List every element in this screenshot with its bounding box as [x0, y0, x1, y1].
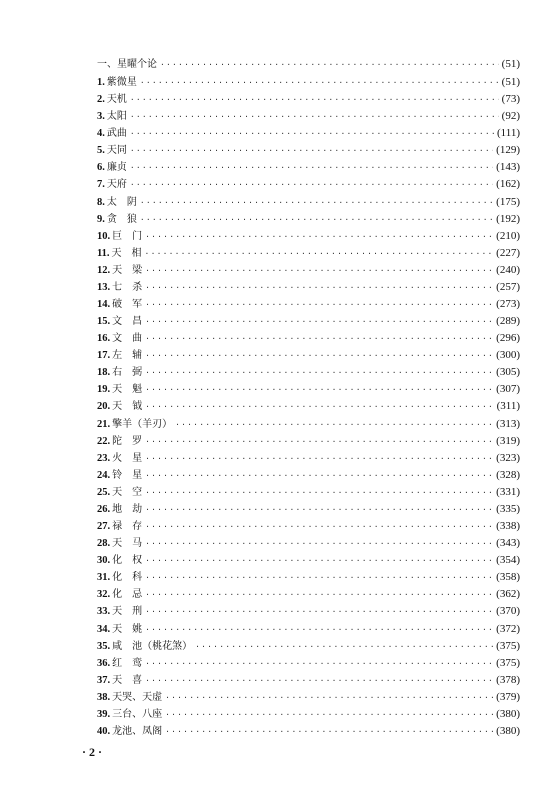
toc-entry — [97, 176, 520, 193]
entry-page: (296) — [496, 332, 520, 345]
entry-title: 天机 — [106, 94, 127, 106]
dot-leader — [145, 501, 493, 518]
entry-title: 贪 狼 — [106, 213, 137, 225]
toc-entry — [97, 398, 520, 415]
entry-number: 32. — [97, 589, 111, 601]
toc-entry — [97, 330, 520, 347]
entry-page: (111) — [496, 127, 520, 140]
entry-number: 12. — [97, 264, 111, 276]
dot-leader — [165, 689, 493, 706]
entry-number: 8. — [97, 196, 105, 208]
toc-entry — [97, 706, 520, 723]
entry-title: 天府 — [106, 179, 127, 191]
entry-title: 左 辅 — [112, 350, 143, 362]
entry-title: 天 马 — [112, 538, 143, 550]
entry-page: (192) — [496, 212, 520, 225]
dot-leader — [145, 262, 493, 279]
dot-leader — [145, 364, 493, 381]
dot-leader — [130, 142, 493, 159]
entry-number: 4. — [97, 128, 105, 140]
entry-title: 地 劫 — [112, 503, 143, 515]
entry-number: 36. — [97, 657, 111, 669]
toc-entry — [97, 723, 520, 740]
dot-leader — [145, 381, 493, 398]
entry-number: 2. — [97, 94, 105, 106]
entry-page: (143) — [496, 161, 520, 174]
entry-title: 天 姚 — [112, 623, 143, 635]
dot-leader — [145, 313, 493, 330]
dot-leader — [145, 672, 493, 689]
entry-title: 太阳 — [106, 111, 127, 123]
entry-number: 28. — [97, 538, 111, 550]
entry-page: (331) — [496, 485, 520, 498]
dot-leader — [130, 176, 493, 193]
entry-number: 27. — [97, 521, 111, 533]
toc-entry — [97, 433, 520, 450]
dot-leader — [130, 125, 494, 142]
dot-leader — [145, 552, 493, 569]
entry-number: 33. — [97, 606, 111, 618]
dot-leader — [130, 108, 499, 125]
entry-page: (313) — [496, 417, 520, 430]
toc-entry — [97, 501, 520, 518]
entry-title: 红 鸾 — [112, 657, 143, 669]
toc-entry — [97, 586, 520, 603]
entry-number: 15. — [97, 316, 111, 328]
dot-leader — [140, 74, 499, 91]
entry-page: (210) — [496, 229, 520, 242]
dot-leader — [165, 706, 493, 723]
entry-page: (307) — [496, 383, 520, 396]
entry-page: (354) — [496, 554, 520, 567]
toc-entry — [97, 228, 520, 245]
toc-entry — [97, 125, 520, 142]
entry-number: 6. — [97, 162, 105, 174]
entry-title: 龙池、凤阁 — [112, 725, 163, 737]
entry-number: 38. — [97, 691, 111, 703]
toc-entry — [97, 262, 520, 279]
toc-entry — [97, 672, 520, 689]
entry-number: 30. — [97, 555, 111, 567]
entry-title: 三台、八座 — [112, 708, 163, 720]
toc-entry — [97, 313, 520, 330]
dot-leader — [140, 211, 493, 228]
entry-number: 9. — [97, 213, 105, 225]
entry-number: 18. — [97, 367, 111, 379]
entry-page: (175) — [496, 195, 520, 208]
toc-entry — [97, 416, 520, 433]
toc-entry — [97, 91, 520, 108]
table-of-contents — [97, 54, 520, 740]
entry-title: 七 杀 — [112, 281, 143, 293]
entry-number: 5. — [97, 145, 105, 157]
section-page: (51) — [501, 58, 520, 70]
dot-leader — [130, 91, 499, 108]
dot-leader — [145, 279, 493, 296]
toc-entry — [97, 552, 520, 569]
toc-entry — [97, 347, 520, 364]
dot-leader — [145, 621, 493, 638]
toc-entry — [97, 621, 520, 638]
entry-title: 化 科 — [112, 572, 143, 584]
toc-entry — [97, 484, 520, 501]
dot-leader — [145, 484, 493, 501]
dot-leader — [140, 194, 493, 211]
dot-leader — [145, 586, 493, 603]
entry-page: (240) — [496, 263, 520, 276]
entry-title: 铃 星 — [112, 469, 143, 481]
toc-entry — [97, 142, 520, 159]
entry-page: (319) — [496, 434, 520, 447]
entry-title: 太 阴 — [106, 196, 137, 208]
entry-title: 咸 池（桃花煞） — [112, 640, 193, 652]
dot-leader — [145, 518, 493, 535]
entry-page: (129) — [496, 144, 520, 157]
entry-page: (289) — [496, 315, 520, 328]
entry-number: 37. — [97, 674, 111, 686]
entry-title: 化 权 — [112, 555, 143, 567]
entry-number: 20. — [97, 401, 111, 413]
dot-leader — [145, 450, 493, 467]
entry-title: 火 星 — [112, 452, 143, 464]
entry-number: 23. — [97, 452, 111, 464]
dot-leader — [145, 467, 493, 484]
dot-leader — [145, 347, 493, 364]
toc-entry — [97, 211, 520, 228]
toc-entry — [97, 279, 520, 296]
entry-title: 天 相 — [111, 247, 142, 259]
entry-number: 14. — [97, 299, 111, 311]
entry-number: 34. — [97, 623, 111, 635]
dot-leader — [175, 416, 493, 433]
dot-leader — [145, 228, 493, 245]
dot-leader — [145, 398, 493, 415]
dot-leader — [130, 159, 493, 176]
entry-title: 巨 门 — [112, 230, 143, 242]
entry-number: 35. — [97, 640, 111, 652]
entry-page: (328) — [496, 468, 520, 481]
entry-page: (162) — [496, 178, 520, 191]
toc-entry — [97, 194, 520, 211]
toc-entry — [97, 569, 520, 586]
toc-entry — [97, 689, 520, 706]
entry-page: (375) — [496, 639, 520, 652]
toc-section-heading — [97, 54, 520, 74]
entry-number: 10. — [97, 230, 111, 242]
page-number: · 2 · — [82, 745, 103, 759]
entry-page: (338) — [496, 520, 520, 533]
entry-number: 39. — [97, 708, 111, 720]
dot-leader — [160, 55, 499, 75]
toc-entry — [97, 296, 520, 313]
entry-page: (375) — [496, 656, 520, 669]
dot-leader — [145, 655, 493, 672]
entry-page: (227) — [496, 246, 520, 259]
entry-title: 天 刑 — [112, 606, 143, 618]
entry-title: 天同 — [106, 145, 127, 157]
toc-entry — [97, 655, 520, 672]
entry-page: (379) — [496, 690, 520, 703]
entry-title: 破 军 — [112, 299, 143, 311]
entry-title: 紫微星 — [106, 77, 137, 88]
entry-title: 文 曲 — [112, 333, 143, 345]
entry-number: 25. — [97, 486, 111, 498]
entry-number: 24. — [97, 469, 111, 481]
entry-number: 21. — [97, 418, 111, 430]
toc-entry — [97, 108, 520, 125]
entry-page: (51) — [501, 76, 520, 88]
entry-page: (73) — [501, 93, 520, 106]
section-title: 一、星曜个论 — [97, 59, 157, 70]
entry-number: 3. — [97, 111, 105, 123]
entry-title: 天 梁 — [112, 264, 143, 276]
entry-page: (300) — [496, 349, 520, 362]
entry-title: 廉贞 — [106, 162, 127, 174]
entry-title: 天 空 — [112, 486, 143, 498]
toc-entry — [97, 603, 520, 620]
entry-number: 17. — [97, 350, 111, 362]
entry-number: 16. — [97, 333, 111, 345]
entry-number: 19. — [97, 384, 111, 396]
entry-page: (380) — [496, 724, 520, 737]
dot-leader — [195, 638, 493, 655]
dot-leader — [145, 569, 493, 586]
entry-title: 禄 存 — [112, 521, 143, 533]
entry-title: 陀 罗 — [112, 435, 143, 447]
toc-entry — [97, 74, 520, 91]
toc-entry — [97, 245, 520, 262]
dot-leader — [145, 245, 494, 262]
entry-page: (323) — [496, 451, 520, 464]
entry-number: 11. — [97, 247, 110, 259]
dot-leader — [145, 603, 493, 620]
dot-leader — [165, 723, 493, 740]
toc-entry — [97, 364, 520, 381]
entry-title: 擎羊（羊刃） — [112, 418, 173, 430]
entry-title: 天 喜 — [112, 674, 143, 686]
entry-page: (305) — [496, 366, 520, 379]
entry-title: 天 钺 — [112, 401, 143, 413]
entry-page: (362) — [496, 588, 520, 601]
entry-title: 右 弼 — [112, 367, 143, 379]
entry-number: 1. — [97, 77, 105, 88]
entry-page: (343) — [496, 537, 520, 550]
entry-number: 13. — [97, 281, 111, 293]
entry-title: 化 忌 — [112, 589, 143, 601]
entry-page: (335) — [496, 502, 520, 515]
entry-page: (257) — [496, 280, 520, 293]
entry-title: 天哭、天虚 — [112, 691, 163, 703]
entry-number: 26. — [97, 503, 111, 515]
entry-page: (370) — [496, 605, 520, 618]
toc-entry — [97, 450, 520, 467]
entry-page: (380) — [496, 707, 520, 720]
dot-leader — [145, 535, 493, 552]
entry-title: 武曲 — [106, 128, 127, 140]
dot-leader — [145, 296, 493, 313]
entry-page: (378) — [496, 673, 520, 686]
entry-page: (358) — [496, 571, 520, 584]
entry-number: 31. — [97, 572, 111, 584]
entry-title: 文 昌 — [112, 316, 143, 328]
entry-number: 7. — [97, 179, 105, 191]
toc-entry — [97, 518, 520, 535]
entry-page: (311) — [496, 400, 520, 413]
dot-leader — [145, 433, 493, 450]
entry-number: 22. — [97, 435, 111, 447]
dot-leader — [145, 330, 493, 347]
toc-entry — [97, 535, 520, 552]
entry-title: 天 魁 — [112, 384, 143, 396]
entry-page: (92) — [501, 110, 520, 123]
toc-entries — [97, 74, 520, 740]
entry-page: (372) — [496, 622, 520, 635]
entry-page: (273) — [496, 298, 520, 311]
toc-entry — [97, 159, 520, 176]
toc-entry — [97, 381, 520, 398]
toc-entry — [97, 467, 520, 484]
toc-entry — [97, 638, 520, 655]
entry-number: 40. — [97, 725, 111, 737]
